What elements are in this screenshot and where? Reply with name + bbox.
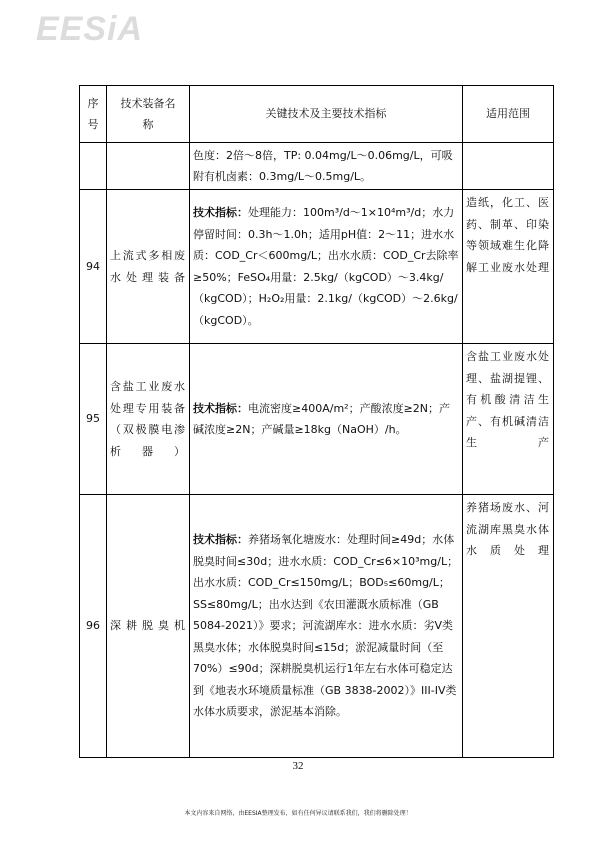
equipment-name: 深耕脱臭机 <box>107 495 190 758</box>
technology-table <box>79 85 554 758</box>
tech-cell: 色度：2倍～8倍，TP: 0.04mg/L～0.06mg/L，可吸附有机卤素：0.3mg/L～0.5mg/L。 <box>190 143 463 190</box>
tech-label: 技术指标： <box>193 206 248 219</box>
table-row-continued <box>80 143 554 190</box>
row-no: 94 <box>80 190 107 344</box>
table-row <box>80 190 554 344</box>
eesia-logo: EESiA <box>36 10 144 48</box>
tech-indicators: 电流密度≥400A/m²；产酸浓度≥2N；产碱浓度≥2N；产碱量≥18kg（NaOH）/h。 <box>193 401 451 436</box>
tech-label: 技术指标： <box>193 401 248 415</box>
header-no: 序号 <box>80 86 107 143</box>
table-header-row <box>80 86 554 143</box>
tech-cell <box>190 344 463 495</box>
equipment-name: 含盐工业废水处理专用装备（双极膜电渗析器） <box>107 344 190 495</box>
page-number: 32 <box>292 760 304 772</box>
footer-disclaimer: 本文内容来自网络，由EESIA整理发布，如有任何异议请联系我们，我们将删除处理！ <box>184 810 412 817</box>
tech-indicators: 养猪场氧化塘废水：处理时间≥49d；水体脱臭时间≤30d；进水水质：COD_Cr≤6×10³mg/L；出水水质：COD_Cr≤150mg/L；BOD₅≤60mg/L；SS≤80mg/L；出水达到《农田灌溉水质标准（GB 5084-2021）》要求；河流湖库水：进水水质：劣Ⅴ类黑臭水体；水体脱臭时间≤15d；淤泥减量时间（至70%）≤90d；深耕脱臭机运行1年左右水体可稳定达到《地表水环境质量标准（GB 3838-2002）》III-IV类水体水质要求，淤泥基本消除。 <box>193 533 459 719</box>
tech-label: 技术指标： <box>193 533 248 547</box>
header-tech: 关键技术及主要技术指标 <box>190 86 463 143</box>
tech-cell <box>190 190 463 344</box>
equipment-name: 上流式多相废水处理装备 <box>107 190 190 344</box>
row-no: 95 <box>80 344 107 495</box>
scope-cell: 造纸，化工、医药、制革、印染等领域难生化降解工业废水处理 <box>463 190 554 344</box>
header-name: 技术装备名称 <box>107 86 190 143</box>
table-row <box>80 495 554 758</box>
tech-cell <box>190 495 463 758</box>
header-scope: 适用范围 <box>463 86 554 143</box>
row-no: 96 <box>80 495 107 758</box>
scope-cell: 养猪场废水、河流湖库黑臭水体水质处理 <box>463 495 554 758</box>
tech-indicators: 处理能力：100m³/d～1×10⁴m³/d；水力停留时间：0.3h～1.0h；适用pH值：2～11；进水水质：COD_Cr＜600mg/L；出水水质：COD_Cr去除率≥50%；FeSO₄用量：2.5kg/（kgCOD）～3.4kg/（kgCOD）；H₂O₂用量：2.1kg/（kgCOD）～2.6kg/（kgCOD）。 <box>193 206 459 327</box>
scope-cell: 含盐工业废水处理、盐湖提锂、有机酸清洁生产、有机碱清洁生产 <box>463 344 554 495</box>
table-row <box>80 344 554 495</box>
